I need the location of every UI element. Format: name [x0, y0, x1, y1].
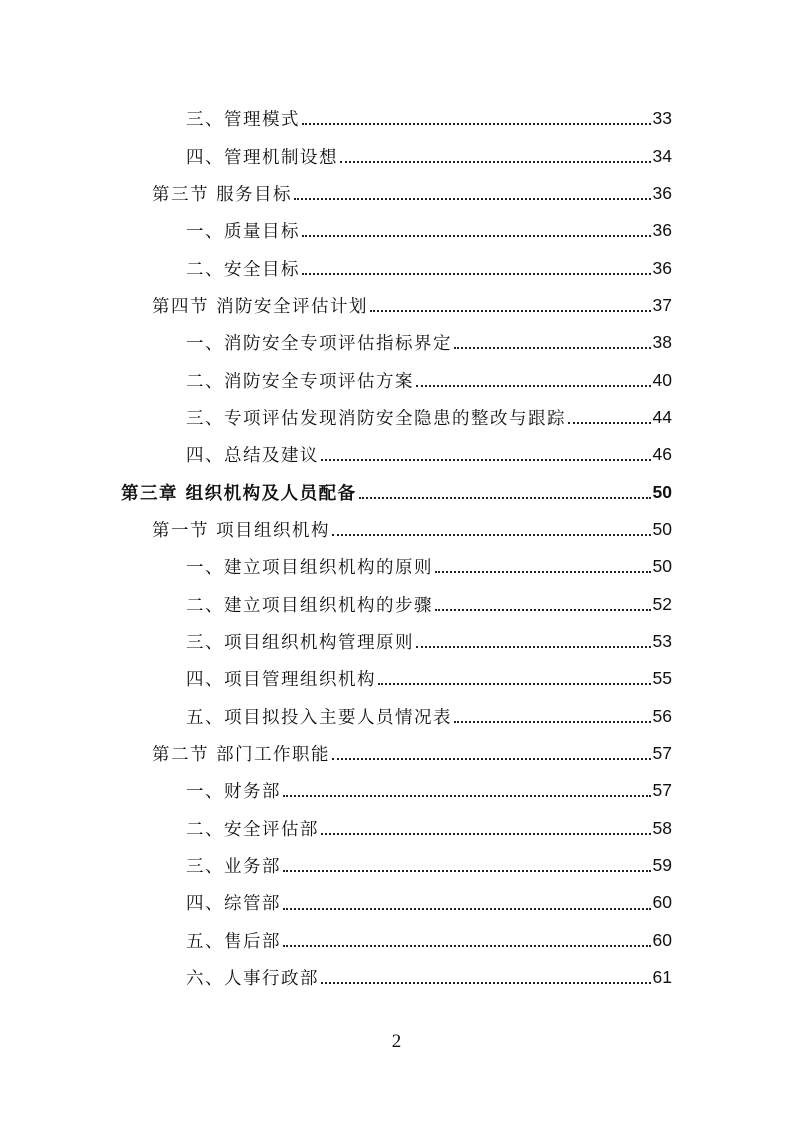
toc-section-entry[interactable]	[0, 735, 672, 772]
toc-entry-title: 二、建立项目组织机构的步骤	[186, 592, 435, 617]
dot-leader	[283, 781, 651, 800]
toc-entry-title: 四、项目管理组织机构	[186, 666, 378, 691]
toc-entry-page: 59	[652, 855, 672, 876]
dot-leader	[321, 445, 651, 464]
toc-entry-page: 46	[652, 444, 672, 465]
toc-entry-page: 36	[652, 220, 672, 241]
dot-leader	[454, 333, 651, 352]
toc-entry-title: 六、人事行政部	[186, 965, 321, 990]
toc-entry-title: 五、售后部	[186, 928, 283, 953]
toc-subsection-entry[interactable]	[0, 884, 672, 921]
toc-entry-page: 33	[652, 108, 672, 129]
dot-leader	[283, 931, 651, 950]
toc-section-entry[interactable]	[0, 287, 672, 324]
toc-section-entry[interactable]	[0, 511, 672, 548]
toc-entry-page: 50	[652, 481, 672, 502]
toc-entry-page: 34	[652, 145, 672, 166]
toc-subsection-entry[interactable]	[0, 847, 672, 884]
toc-entry-page: 56	[652, 705, 672, 726]
dot-leader	[435, 595, 651, 614]
toc-entry-title: 二、消防安全专项评估方案	[186, 368, 416, 393]
table-of-contents	[0, 100, 793, 996]
toc-subsection-entry[interactable]	[0, 324, 672, 361]
toc-entry-page: 50	[652, 556, 672, 577]
toc-entry-title: 一、建立项目组织机构的原则	[186, 554, 435, 579]
toc-entry-title: 三、专项评估发现消防安全隐患的整改与跟踪	[186, 405, 568, 430]
toc-subsection-entry[interactable]	[0, 212, 672, 249]
toc-entry-title: 三、项目组织机构管理原则	[186, 629, 416, 654]
toc-subsection-entry[interactable]	[0, 772, 672, 809]
toc-subsection-entry[interactable]	[0, 548, 672, 585]
dot-leader	[283, 856, 651, 875]
toc-subsection-entry[interactable]	[0, 137, 672, 174]
dot-leader	[302, 109, 651, 128]
toc-entry-page: 55	[652, 668, 672, 689]
dot-leader	[359, 482, 651, 501]
toc-entry-title: 二、安全评估部	[186, 816, 321, 841]
dot-leader	[321, 968, 651, 987]
toc-subsection-entry[interactable]	[0, 100, 672, 137]
toc-entry-title: 一、消防安全专项评估指标界定	[186, 330, 454, 355]
dot-leader	[302, 258, 651, 277]
toc-entry-page: 36	[652, 257, 672, 278]
toc-entry-page: 60	[652, 892, 672, 913]
dot-leader	[454, 707, 651, 726]
toc-chapter-entry[interactable]	[0, 473, 672, 510]
dot-leader	[378, 669, 651, 688]
dot-leader	[416, 632, 651, 651]
toc-entry-page: 57	[652, 743, 672, 764]
toc-entry-page: 60	[652, 929, 672, 950]
toc-subsection-entry[interactable]	[0, 623, 672, 660]
dot-leader	[294, 184, 650, 203]
toc-entry-title: 一、财务部	[186, 778, 283, 803]
toc-entry-page: 37	[652, 294, 672, 315]
toc-entry-page: 44	[652, 406, 672, 427]
toc-entry-page: 50	[652, 518, 672, 539]
toc-subsection-entry[interactable]	[0, 361, 672, 398]
toc-entry-title: 三、业务部	[186, 853, 283, 878]
dot-leader	[568, 408, 651, 427]
toc-subsection-entry[interactable]	[0, 436, 672, 473]
toc-entry-title: 二、安全目标	[186, 256, 302, 281]
toc-entry-title: 第二节 部门工作职能	[152, 741, 332, 766]
toc-entry-page: 40	[652, 369, 672, 390]
toc-entry-page: 61	[652, 967, 672, 988]
toc-subsection-entry[interactable]	[0, 810, 672, 847]
toc-entry-title: 一、质量目标	[186, 218, 302, 243]
toc-entry-page: 38	[652, 332, 672, 353]
dot-leader	[416, 370, 651, 389]
toc-entry-title: 五、项目拟投入主要人员情况表	[186, 704, 454, 729]
toc-subsection-entry[interactable]	[0, 399, 672, 436]
toc-subsection-entry[interactable]	[0, 660, 672, 697]
toc-subsection-entry[interactable]	[0, 585, 672, 622]
toc-entry-title: 第三章 组织机构及人员配备	[121, 480, 359, 505]
dot-leader	[332, 744, 650, 763]
toc-entry-title: 四、综管部	[186, 890, 283, 915]
toc-entry-title: 第四节 消防安全评估计划	[152, 293, 370, 318]
toc-entry-title: 四、管理机制设想	[186, 144, 340, 169]
dot-leader	[332, 520, 650, 539]
page-number: 2	[391, 1031, 402, 1052]
toc-entry-page: 58	[652, 817, 672, 838]
toc-entry-page: 36	[652, 182, 672, 203]
toc-entry-page: 52	[652, 593, 672, 614]
dot-leader	[321, 819, 651, 838]
toc-entry-page: 57	[652, 780, 672, 801]
dot-leader	[283, 893, 651, 912]
toc-subsection-entry[interactable]	[0, 698, 672, 735]
dot-leader	[340, 146, 651, 165]
toc-entry-page: 53	[652, 630, 672, 651]
toc-entry-title: 四、总结及建议	[186, 442, 321, 467]
toc-section-entry[interactable]	[0, 175, 672, 212]
toc-subsection-entry[interactable]	[0, 922, 672, 959]
toc-entry-title: 三、管理模式	[186, 106, 302, 131]
toc-entry-title: 第三节 服务目标	[152, 181, 294, 206]
toc-subsection-entry[interactable]	[0, 249, 672, 286]
dot-leader	[370, 296, 650, 315]
dot-leader	[302, 221, 651, 240]
toc-subsection-entry[interactable]	[0, 959, 672, 996]
toc-entry-title: 第一节 项目组织机构	[152, 517, 332, 542]
dot-leader	[435, 557, 651, 576]
